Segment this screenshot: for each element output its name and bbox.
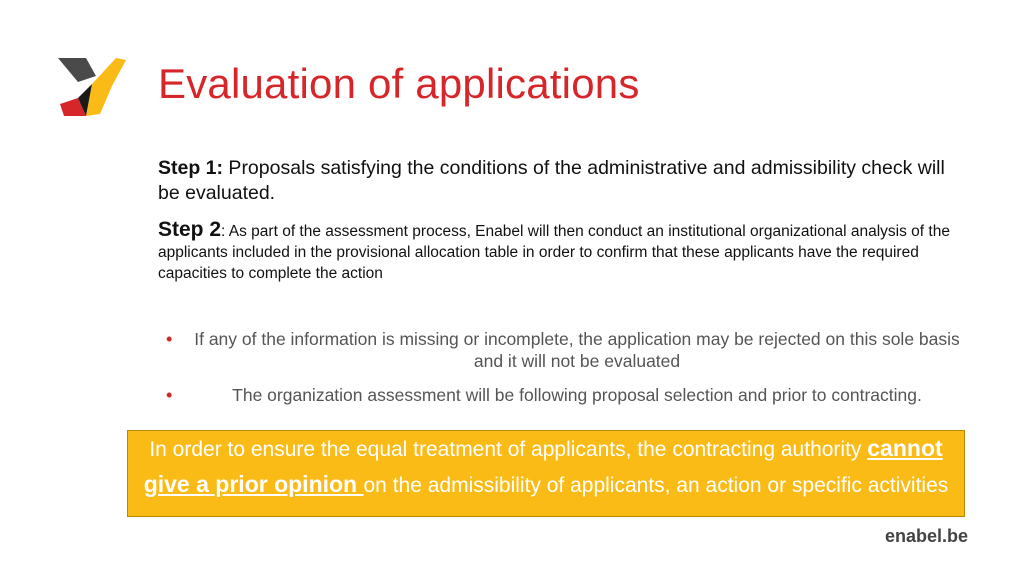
step-2-label: Step 2 (158, 218, 222, 241)
footer-website: enabel.be (884, 526, 968, 546)
callout-text-before: In order to ensure the equal treatment of applicants, the contracting authority (149, 438, 868, 461)
callout-box (127, 430, 965, 517)
step-1-paragraph (158, 156, 948, 206)
bullet-text: The organization assessment will be following proposal selection and prior to contracting. (232, 385, 922, 405)
step-1-text: Proposals satisfying the conditions of the administrative and admissibility check will be evaluated. (158, 157, 945, 204)
list-item (160, 328, 970, 372)
enabel-logo-icon (56, 54, 128, 120)
callout-emphasis: cannot give a prior opinion (143, 435, 943, 497)
step-2-paragraph (158, 219, 958, 284)
step-1-label: Step 1: (158, 157, 224, 179)
bullet-dot-icon: • (166, 385, 173, 405)
bullet-list (160, 328, 970, 406)
bullet-dot-icon: • (166, 329, 173, 349)
step-2-text: : As part of the assessment process, Enabel will then conduct an institutional organizational analysis of the applicants included in the provisional allocation table in order to confirm that these applicants have the required capacities to complete the action (158, 223, 950, 282)
list-item (160, 384, 970, 406)
callout-text-after: on the admissibility of applicants, an action or specific activities (363, 474, 949, 497)
bullet-text: If any of the information is missing or incomplete, the application may be rejected on this sole basis and it will not be evaluated (194, 329, 960, 371)
page-title: Evaluation of applications (158, 60, 640, 107)
